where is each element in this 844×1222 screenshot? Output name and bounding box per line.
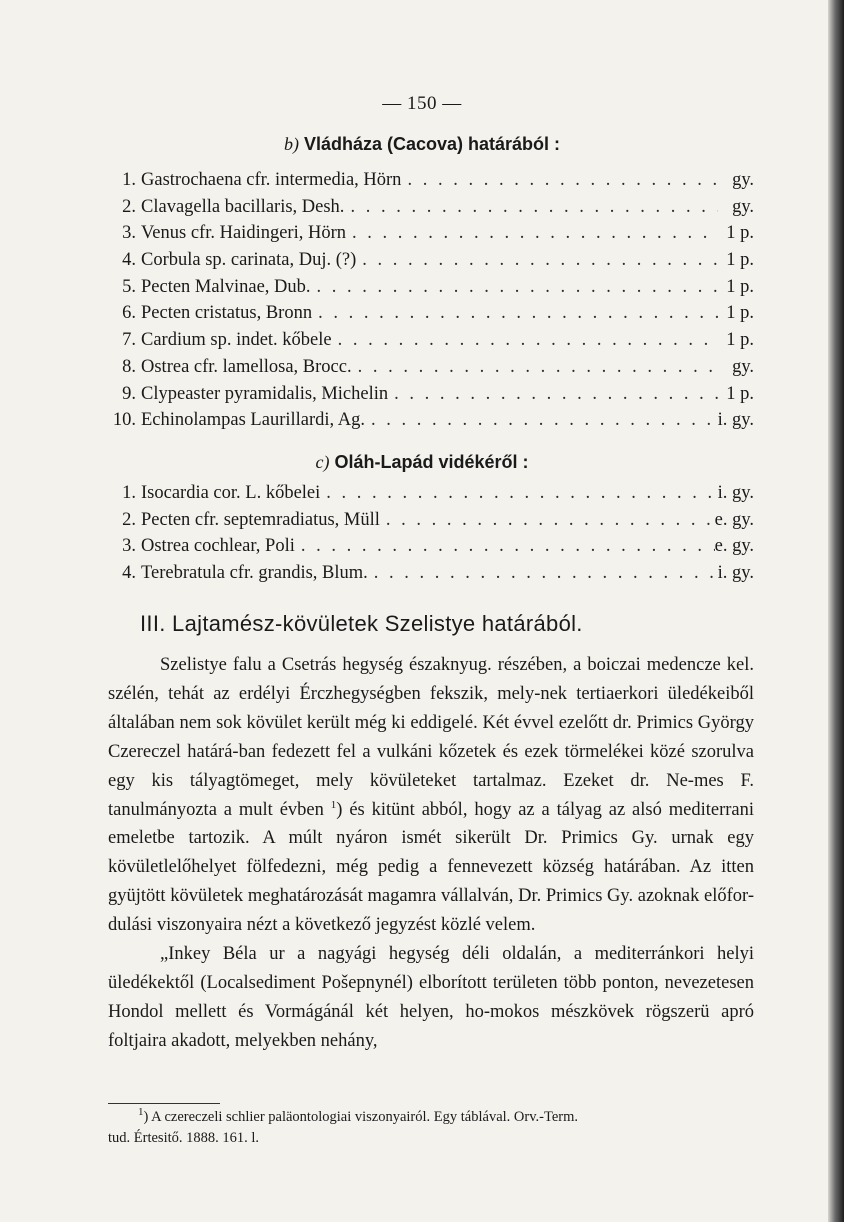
section-c-title: Oláh-Lapád vidékéről :: [334, 452, 529, 472]
leader-dots: [344, 197, 718, 218]
section-b-title: Vládháza (Cacova) határából :: [303, 134, 561, 154]
species-name: Clypeaster pyramidalis, Michelin: [141, 383, 389, 404]
item-number: 4.: [122, 563, 136, 584]
abundance: 1 p.: [726, 303, 754, 324]
list-item: [102, 250, 754, 277]
list-item: [102, 483, 754, 510]
leader-dots: [332, 330, 718, 351]
species-name: Venus cfr. Haidingeri, Hörn: [141, 223, 346, 244]
species-name: Ostrea cfr. lamellosa, Brocc.: [141, 356, 352, 377]
abundance: 1 p.: [726, 250, 754, 271]
leader-dots: [368, 563, 718, 584]
species-name: Gastrochaena cfr. intermedia, Hörn: [141, 170, 402, 190]
species-name: Pecten cfr. septemradiatus, Müll: [141, 509, 380, 530]
footnote: [108, 1107, 754, 1149]
section-b-heading: [0, 134, 844, 155]
abundance: 1 p.: [726, 223, 754, 244]
footnote-line-2: tud. Értesitő. 1888. 161. l.: [108, 1130, 260, 1146]
abundance: e. gy.: [714, 509, 754, 530]
section-b-list: [102, 170, 754, 437]
list-item: [102, 330, 754, 357]
section-iii-heading: III. Lajtamész-kövületek Szelistye határából.: [140, 611, 583, 636]
item-number: 10.: [112, 410, 136, 431]
species-name: Echinolampas Laurillardi, Ag.: [141, 410, 365, 431]
list-item: [102, 197, 754, 224]
leader-dots: [346, 223, 718, 244]
section-c-heading: [0, 452, 844, 473]
leader-dots: [401, 170, 718, 191]
paragraph-1: [108, 651, 754, 940]
footnote-text-1: ) A czereczeli schlier paläontologiai viszonyairól. Egy táblával. Orv.-Term.: [143, 1109, 578, 1125]
item-number: 1.: [122, 483, 136, 503]
footnote-line-1: [108, 1107, 754, 1128]
item-number: 2.: [122, 509, 136, 530]
item-number: 9.: [122, 383, 136, 404]
page-edge-shadow: [828, 0, 844, 1222]
item-number: 3.: [122, 536, 136, 557]
item-number: 3.: [122, 223, 136, 244]
abundance: i. gy.: [717, 563, 754, 584]
list-item: [102, 510, 754, 537]
leader-dots: [352, 357, 718, 378]
paragraph-2: „Inkey Béla ur a nagyági hegység déli oldalán, a mediterránkori helyi üledékektől (Localsediment Pošepnynél) elborított területen több ponton, nevezetesen Hondol mellett és Vormágánál két helyen, ho-mokos mészkövek rögszerü apró foltjaira akadott, melyekben nehány,: [108, 944, 754, 1051]
leader-dots: [320, 483, 717, 504]
body-text: [108, 651, 754, 1056]
abundance: gy.: [732, 196, 754, 217]
list-item: [102, 536, 754, 563]
leader-dots: [311, 277, 718, 298]
list-item: [102, 223, 754, 250]
abundance: i. gy.: [717, 410, 754, 431]
item-number: 8.: [122, 356, 136, 377]
item-number: 6.: [122, 303, 136, 324]
species-name: Isocardia cor. L. kőbelei: [141, 483, 321, 503]
abundance: e. gy.: [714, 536, 754, 557]
item-number: 4.: [122, 250, 136, 271]
species-name: Pecten cristatus, Bronn: [141, 303, 313, 324]
section-c-letter: c): [315, 452, 330, 472]
footnote-reference[interactable]: 1: [330, 798, 337, 811]
leader-dots: [388, 384, 718, 405]
leader-dots: [365, 410, 718, 431]
item-number: 7.: [122, 330, 136, 351]
species-name: Clavagella bacillaris, Desh.: [141, 196, 345, 217]
list-item: [102, 563, 754, 590]
footnote-mark: 1: [138, 1106, 144, 1119]
item-number: 5.: [122, 276, 136, 297]
abundance: 1 p.: [726, 330, 754, 351]
footnote-divider: [108, 1103, 220, 1104]
item-number: 2.: [122, 196, 136, 217]
list-item: [102, 303, 754, 330]
leader-dots: [312, 303, 718, 324]
list-item: [102, 357, 754, 384]
page-number: — 150 —: [382, 93, 462, 114]
list-item: [102, 170, 754, 197]
species-name: Cardium sp. indet. kőbele: [141, 330, 332, 351]
species-name: Corbula sp. carinata, Duj. (?): [141, 250, 357, 271]
abundance: 1 p.: [726, 276, 754, 297]
list-item: [102, 410, 754, 437]
species-name: Pecten Malvinae, Dub.: [141, 276, 311, 297]
abundance: gy.: [732, 356, 754, 377]
species-name: Terebratula cfr. grandis, Blum.: [141, 563, 368, 584]
paragraph-1-part-1: Szelistye falu a Csetrás hegység északnyug. részében, a boiczai medencze kel. szélén, tehát az erdélyi Érczhegységben fekszik, mely-nek tertiaerkori üledékeiből általában nem sok kövület került még ki eddigelé. Két évvel ezelőtt dr. Primics György Czereczel határá-ban fedezett fel a vulkáni kőzetek és ezek törmelékei közé szorulva egy kis tályagtömeget, mely kövületeket tartalmaz. Ezeket dr. Ne-mes F. tanulmányozta a mult évben: [108, 655, 754, 820]
section-b-letter: b): [283, 134, 299, 154]
paragraph-1-part-2: ) és kitünt abból, hogy az a tályag az alsó mediterrani emeletbe tartozik. A múlt nyáron ismét sikerült Dr. Primics Gy. urnak egy kövületlelőhelyet fölfedezni, még pedig a fennevezett község határában. Az itten gyüjtött kövületek meghatározását magamra vállalván, Dr. Primics Gy. azoknak előfor-dulási viszonyaira nézt a következő jegyzést közlé velem.: [108, 799, 755, 936]
abundance: 1 p.: [726, 383, 754, 404]
species-name: Ostrea cochlear, Poli: [141, 536, 295, 557]
list-item: [102, 384, 754, 411]
list-item: [102, 277, 754, 304]
item-number: 1.: [122, 170, 136, 190]
leader-dots: [295, 536, 715, 557]
abundance: gy.: [732, 170, 754, 190]
abundance: i. gy.: [717, 483, 754, 503]
leader-dots: [380, 510, 715, 531]
leader-dots: [356, 250, 718, 271]
section-c-list: [102, 483, 754, 590]
